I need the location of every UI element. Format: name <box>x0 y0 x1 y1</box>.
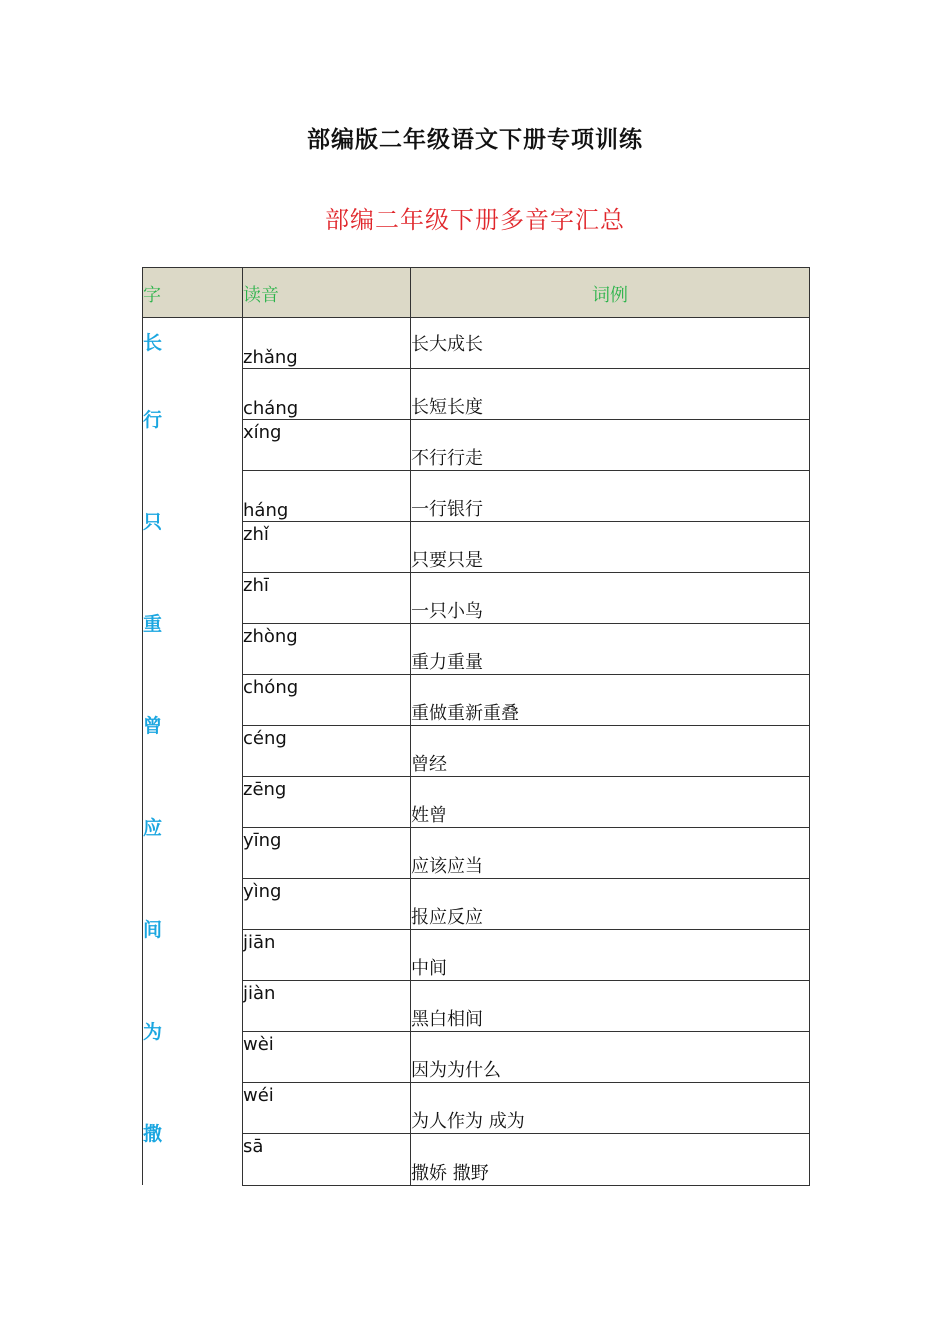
table-row <box>143 675 810 726</box>
pinyin-cell: yìng <box>243 879 411 930</box>
table-row <box>143 420 810 471</box>
table-row <box>143 522 810 573</box>
polyphone-table <box>142 267 810 1186</box>
table-row <box>143 1134 810 1185</box>
table-row <box>143 828 810 879</box>
pinyin-cell: xíng <box>243 420 411 471</box>
examples-cell: 曾经 <box>411 726 810 777</box>
document-subtitle: 部编二年级下册多音字汇总 <box>325 206 625 234</box>
character-cell: 应 <box>143 817 163 839</box>
table-row <box>143 879 810 930</box>
table-row <box>143 726 810 777</box>
examples-cell: 中间 <box>411 930 810 981</box>
header-pinyin: 读音 <box>243 268 411 318</box>
table-header-row <box>143 268 810 318</box>
table-row <box>143 930 810 981</box>
examples-cell: 重做重新重叠 <box>411 675 810 726</box>
examples-cell: 报应反应 <box>411 879 810 930</box>
pinyin-cell: háng <box>243 471 411 522</box>
character-cell: 间 <box>143 919 163 941</box>
table-row <box>143 624 810 675</box>
pinyin-cell: céng <box>243 726 411 777</box>
examples-cell: 为人作为 成为 <box>411 1083 810 1134</box>
examples-cell: 长大成长 <box>411 318 810 369</box>
pinyin-cell: yīng <box>243 828 411 879</box>
header-character: 字 <box>143 268 243 318</box>
table-row <box>143 981 810 1032</box>
character-cell: 重 <box>143 613 163 635</box>
examples-cell: 姓曾 <box>411 777 810 828</box>
pinyin-cell: jiān <box>243 930 411 981</box>
character-cell: 长 <box>143 332 163 354</box>
examples-cell: 黑白相间 <box>411 981 810 1032</box>
pinyin-cell: sā <box>243 1134 411 1185</box>
pinyin-cell: zhī <box>243 573 411 624</box>
table-row <box>143 369 810 420</box>
document-title: 部编版二年级语文下册专项训练 <box>307 127 643 153</box>
pinyin-cell: zhǎng <box>243 318 411 369</box>
character-cell: 只 <box>143 511 163 533</box>
character-cell: 为 <box>143 1021 163 1043</box>
pinyin-cell: zēng <box>243 777 411 828</box>
examples-cell: 一只小鸟 <box>411 573 810 624</box>
table-row <box>143 1083 810 1134</box>
table-row <box>143 573 810 624</box>
pinyin-cell: chóng <box>243 675 411 726</box>
pinyin-cell: wéi <box>243 1083 411 1134</box>
pinyin-cell: zhòng <box>243 624 411 675</box>
table-row <box>143 318 810 369</box>
table-row <box>143 1032 810 1083</box>
character-cell: 曾 <box>143 715 163 737</box>
character-cell: 撒 <box>143 1123 163 1145</box>
examples-cell: 不行行走 <box>411 420 810 471</box>
examples-cell: 重力重量 <box>411 624 810 675</box>
examples-cell: 撒娇 撒野 <box>411 1134 810 1185</box>
examples-cell: 应该应当 <box>411 828 810 879</box>
character-column <box>143 318 243 1186</box>
pinyin-cell: jiàn <box>243 981 411 1032</box>
table-row <box>143 777 810 828</box>
examples-cell: 只要只是 <box>411 522 810 573</box>
header-examples: 词例 <box>411 268 810 318</box>
table-row <box>143 471 810 522</box>
examples-cell: 因为为什么 <box>411 1032 810 1083</box>
pinyin-cell: wèi <box>243 1032 411 1083</box>
pinyin-cell: zhǐ <box>243 522 411 573</box>
pinyin-cell: cháng <box>243 369 411 420</box>
examples-cell: 长短长度 <box>411 369 810 420</box>
character-cell: 行 <box>143 409 163 431</box>
examples-cell: 一行银行 <box>411 471 810 522</box>
